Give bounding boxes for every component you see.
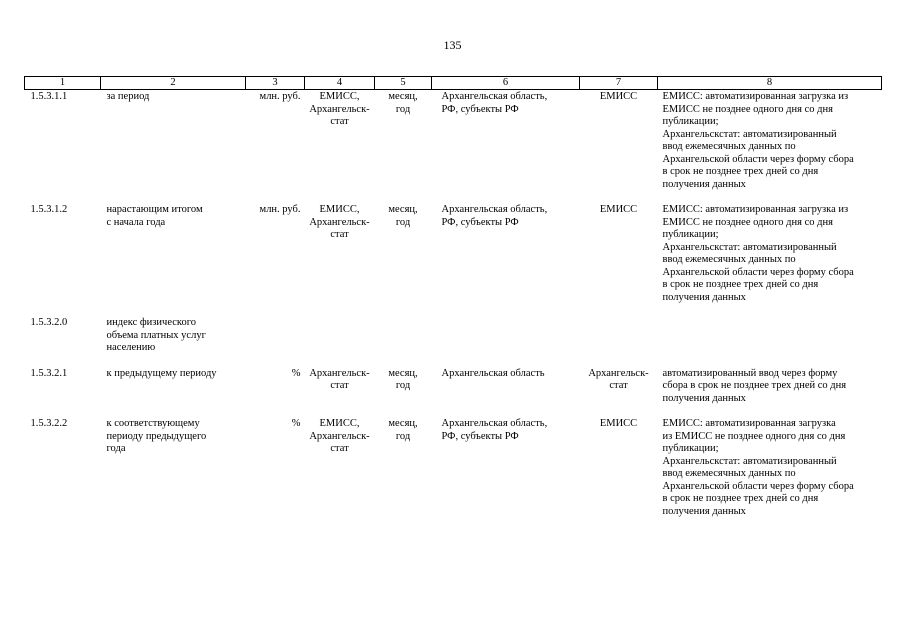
row-system-line: ЕМИСС: [599, 418, 638, 429]
row-code: [25, 367, 101, 406]
row-code-line: 1.5.3.1.2: [30, 204, 68, 215]
row-method-line: публикации;: [662, 443, 719, 454]
row-source-line: стат: [330, 443, 349, 454]
header-row: [25, 77, 882, 90]
row-spacer: [25, 191, 882, 203]
table-body: [25, 90, 882, 519]
row-source: [305, 316, 375, 355]
row-period: [375, 316, 432, 355]
row-name-line: к соответствующему: [106, 418, 200, 429]
row-name-line: с начала года: [106, 216, 166, 228]
row-code-line: 1.5.3.2.1: [30, 367, 68, 379]
row-period-line: год: [395, 216, 411, 228]
row-system: [580, 316, 658, 355]
row-source-line: стат: [330, 229, 349, 240]
row-territory: [432, 90, 580, 192]
row-period-line: месяц,: [388, 418, 418, 429]
row-territory: [432, 203, 580, 304]
row-method-line: автоматизированный ввод через форму: [662, 367, 838, 379]
row-method-line: из ЕМИСС не позднее одного дня со дня: [662, 430, 846, 442]
column-header: 4: [305, 77, 375, 90]
row-territory-line: Архангельская область: [441, 367, 545, 379]
row-period-line: месяц,: [388, 204, 418, 215]
table-row: [25, 417, 882, 518]
row-method-line: Архангельской области через форму сбора: [662, 266, 854, 278]
table-row: [25, 316, 882, 355]
row-spacer: [25, 304, 882, 316]
data-table: [24, 76, 882, 518]
row-territory-line: Архангельская область,: [441, 91, 548, 102]
row-system-line: Архангельск-: [588, 367, 649, 379]
row-name-line: к предыдущему периоду: [106, 367, 217, 379]
row-territory-line: РФ, субъекты РФ: [441, 430, 519, 442]
row-system-line: ЕМИСС: [599, 91, 638, 102]
row-source: [305, 203, 375, 304]
row-source-line: ЕМИСС,: [319, 418, 360, 429]
column-header: 2: [101, 77, 246, 90]
row-source: [305, 417, 375, 518]
row-method-line: Архангельскстат: автоматизированный: [662, 241, 837, 253]
row-period: [375, 367, 432, 406]
row-method: [658, 316, 882, 355]
row-method-line: сбора в срок не позднее трех дней со дня: [662, 380, 847, 391]
row-period-line: год: [395, 380, 411, 391]
row-unit-line: %: [291, 367, 301, 379]
row-method-line: получения данных: [662, 392, 746, 404]
row-method-line: получения данных: [662, 505, 746, 517]
column-header: 5: [375, 77, 432, 90]
row-system: [580, 90, 658, 192]
row-source-line: Архангельск-: [309, 430, 370, 442]
row-source-line: ЕМИСС,: [319, 204, 360, 215]
row-method-line: Архангельской области через форму сбора: [662, 480, 854, 492]
row-method: [658, 417, 882, 518]
row-period: [375, 417, 432, 518]
row-system: [580, 417, 658, 518]
row-code-line: 1.5.3.2.2: [30, 418, 68, 429]
row-name-line: населению: [106, 342, 156, 353]
row-method-line: Архангельскстат: автоматизированный: [662, 455, 837, 467]
row-territory: [432, 367, 580, 406]
row-name: [101, 90, 246, 192]
table-row: [25, 367, 882, 406]
row-method-line: ввод ежемесячных данных по: [662, 254, 796, 265]
row-method-line: в срок не позднее трех дней со дня: [662, 166, 819, 177]
row-spacer: [25, 355, 882, 367]
row-source-line: Архангельск-: [309, 103, 370, 115]
row-name-line: объема платных услуг: [106, 329, 206, 341]
row-source-line: Архангельск-: [309, 367, 370, 379]
row-method: [658, 367, 882, 406]
row-method-line: ЕМИСС: автоматизированная загрузка: [662, 418, 836, 429]
row-period-line: год: [395, 430, 411, 442]
row-source-line: стат: [330, 116, 349, 127]
row-territory-line: Архангельская область,: [441, 418, 548, 429]
row-method-line: ЕМИСС: автоматизированная загрузка из: [662, 204, 849, 215]
row-period: [375, 90, 432, 192]
row-method: [658, 90, 882, 192]
row-method-line: ЕМИСС: автоматизированная загрузка из: [662, 91, 849, 102]
row-territory-line: РФ, субъекты РФ: [441, 103, 519, 115]
row-name-line: индекс физического: [106, 317, 197, 328]
row-method-line: получения данных: [662, 178, 746, 190]
row-method-line: публикации;: [662, 116, 719, 127]
row-territory: [432, 417, 580, 518]
row-source-line: Архангельск-: [309, 216, 370, 228]
row-method-line: ЕМИСС не позднее одного дня со дня: [662, 103, 833, 115]
row-period-line: год: [395, 103, 411, 115]
row-name-line: периоду предыдущего: [106, 430, 207, 442]
row-territory-line: Архангельская область,: [441, 204, 548, 215]
row-source-line: ЕМИСС,: [319, 91, 360, 102]
row-method-line: Архангельскстат: автоматизированный: [662, 128, 837, 140]
row-unit: [246, 417, 305, 518]
row-name-line: за период: [106, 91, 150, 102]
row-name: [101, 367, 246, 406]
row-name-line: года: [106, 443, 126, 454]
row-method-line: получения данных: [662, 291, 746, 303]
row-code: [25, 316, 101, 355]
column-header: 8: [658, 77, 882, 90]
row-unit-line: млн. руб.: [259, 204, 301, 215]
row-system: [580, 203, 658, 304]
row-code: [25, 417, 101, 518]
row-code: [25, 203, 101, 304]
row-code: [25, 90, 101, 192]
column-header: 6: [432, 77, 580, 90]
row-method-line: ввод ежемесячных данных по: [662, 468, 796, 479]
row-unit: [246, 90, 305, 192]
row-source-line: стат: [330, 380, 349, 391]
table-row: [25, 90, 882, 192]
row-source: [305, 90, 375, 192]
row-unit: [246, 367, 305, 406]
table-row: [25, 203, 882, 304]
row-method-line: публикации;: [662, 229, 719, 240]
row-period-line: месяц,: [388, 367, 418, 379]
row-method-line: ЕМИСС не позднее одного дня со дня: [662, 216, 833, 228]
row-method-line: в срок не позднее трех дней со дня: [662, 279, 819, 290]
row-territory-line: РФ, субъекты РФ: [441, 216, 519, 228]
row-territory: [432, 316, 580, 355]
row-unit: [246, 203, 305, 304]
row-name: [101, 203, 246, 304]
row-method-line: ввод ежемесячных данных по: [662, 141, 796, 152]
column-header: 7: [580, 77, 658, 90]
row-method-line: Архангельской области через форму сбора: [662, 153, 854, 165]
row-period: [375, 203, 432, 304]
column-header: 3: [246, 77, 305, 90]
row-name: [101, 316, 246, 355]
row-method-line: в срок не позднее трех дней со дня: [662, 493, 819, 504]
column-header: 1: [25, 77, 101, 90]
row-unit-line: млн. руб.: [259, 91, 301, 102]
row-system-line: стат: [609, 380, 628, 391]
row-spacer: [25, 405, 882, 417]
row-system: [580, 367, 658, 406]
row-source: [305, 367, 375, 406]
page-number: 135: [443, 38, 462, 52]
row-name-line: нарастающим итогом: [106, 204, 203, 215]
row-period-line: месяц,: [388, 91, 418, 102]
row-system-line: ЕМИСС: [599, 204, 638, 215]
row-code-line: 1.5.3.1.1: [30, 91, 68, 102]
row-unit: [246, 316, 305, 355]
row-unit-line: %: [291, 418, 301, 429]
row-code-line: 1.5.3.2.0: [30, 317, 68, 328]
row-name: [101, 417, 246, 518]
row-method: [658, 203, 882, 304]
